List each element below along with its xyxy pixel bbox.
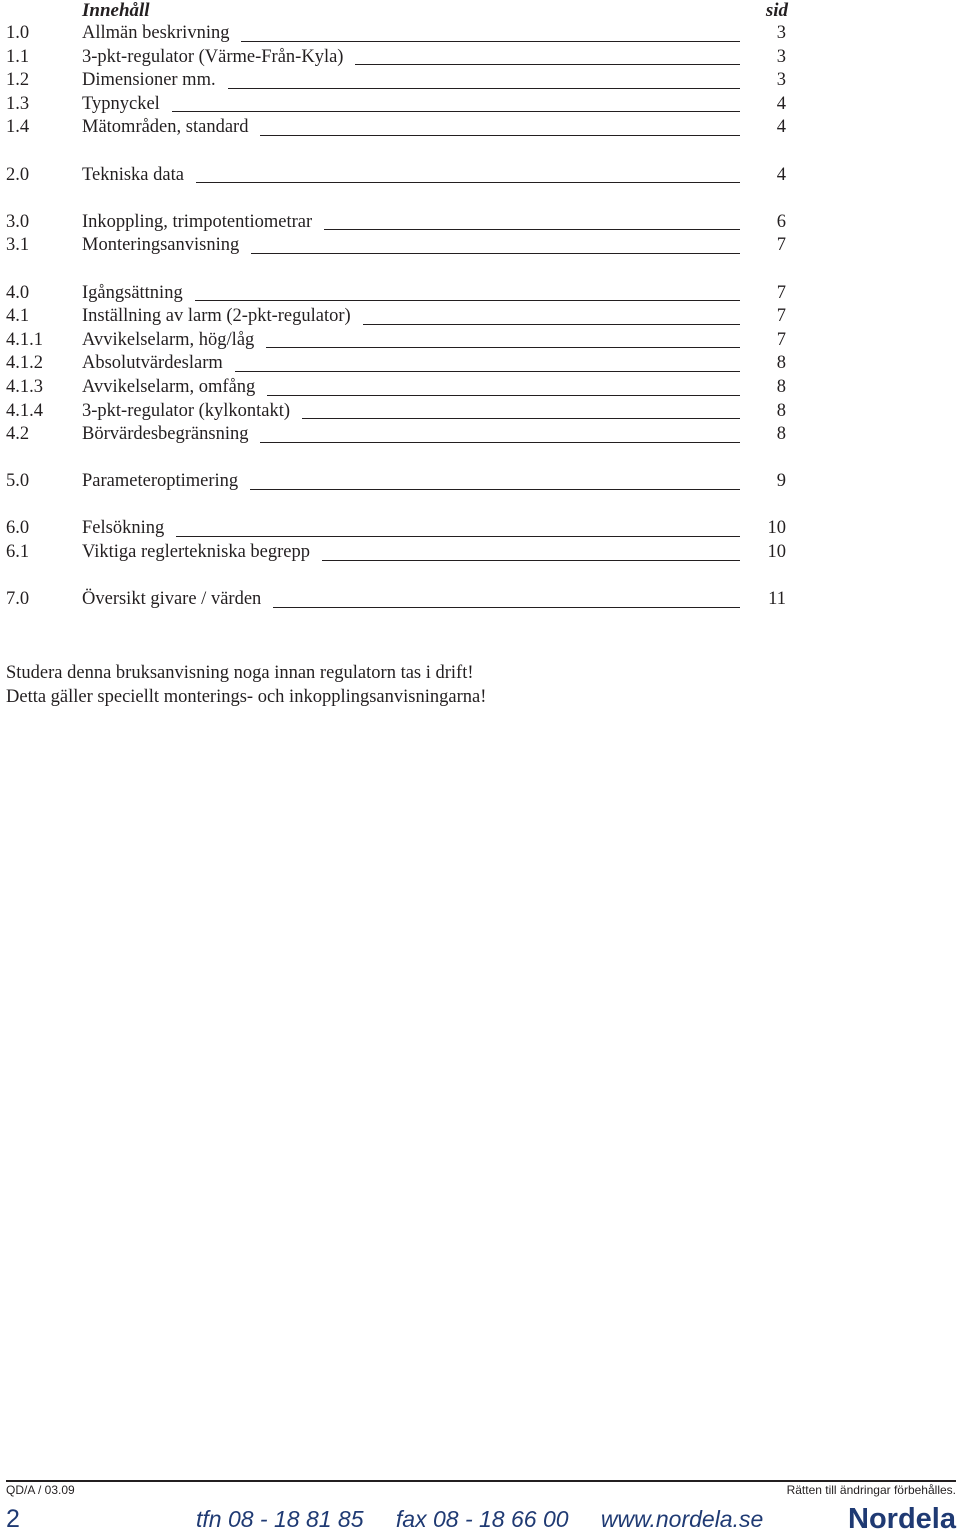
toc-entry-leader <box>196 182 740 183</box>
toc-entry-title: Avvikelselarm, omfång <box>82 376 256 397</box>
toc-entry-leader <box>172 111 740 112</box>
toc-entry-title: Viktiga reglertekniska begrepp <box>82 542 310 563</box>
toc-entry-leader <box>324 229 740 230</box>
toc-entry-number: 3.0 <box>6 211 30 232</box>
footer-divider <box>6 1480 956 1482</box>
toc-entry-leader <box>355 64 740 65</box>
toc-entry-title: Inställning av larm (2-pkt-regulator) <box>82 306 351 327</box>
toc-entry-leader <box>273 607 740 608</box>
document-code: QD/A / 03.09 <box>6 1483 75 1497</box>
toc-entry-leader <box>302 418 740 419</box>
toc-entry[interactable] <box>6 22 788 46</box>
toc-entry-title: Absolutvärdeslarm <box>82 353 223 374</box>
toc-entry-leader <box>260 135 740 136</box>
toc-entry-leader <box>260 442 740 443</box>
toc-entry-title: 3-pkt-regulator (Värme-Från-Kyla) <box>82 46 344 67</box>
toc-entry-page: 6 <box>776 211 786 232</box>
toc-entry-number: 4.1.3 <box>6 376 43 397</box>
toc-entry-leader <box>228 88 740 89</box>
toc-entry-title: Inkoppling, trimpotentiometrar <box>82 211 313 232</box>
footer-contact-bar <box>0 1503 960 1536</box>
toc-entry-leader <box>363 324 740 325</box>
toc-entry-page: 4 <box>776 164 786 185</box>
toc-entry-leader <box>266 347 740 348</box>
toc-entry-title: Mätområden, standard <box>82 117 249 138</box>
toc-entry[interactable] <box>6 541 788 565</box>
toc-entry-page: 3 <box>776 23 786 43</box>
toc-entry-title: Igångsättning <box>82 282 183 303</box>
brand-logo: Nordela <box>848 1503 956 1535</box>
toc-entry-leader <box>195 300 740 301</box>
toc-entry-number: 4.0 <box>6 282 30 303</box>
toc-entry[interactable] <box>6 517 788 541</box>
toc-entry-page: 8 <box>776 376 786 397</box>
toc-entry[interactable] <box>6 234 788 258</box>
toc-entry[interactable] <box>6 376 788 400</box>
toc-entry-page: 8 <box>776 424 786 445</box>
toc-entry-number: 6.1 <box>6 542 30 563</box>
toc-entry-page: 7 <box>776 329 786 350</box>
toc-heading: Innehåll <box>82 0 150 21</box>
toc-entry-leader <box>251 253 740 254</box>
toc-entry-number: 7.0 <box>6 589 30 610</box>
toc-entry-number: 1.4 <box>6 117 30 138</box>
toc-entry-number: 4.2 <box>6 424 30 445</box>
toc-entry-page: 7 <box>776 306 786 327</box>
toc-entry[interactable] <box>6 470 788 494</box>
toc-entries <box>6 22 788 612</box>
toc-entry-page: 3 <box>776 46 786 67</box>
toc-entry-title: Felsökning <box>82 518 165 539</box>
toc-entry[interactable] <box>6 329 788 353</box>
toc-entry-number: 1.1 <box>6 46 30 67</box>
footer-meta <box>6 1483 956 1497</box>
contact-info <box>196 1503 789 1536</box>
instruction-note <box>6 661 486 709</box>
toc-entry-title: Typnyckel <box>82 93 160 114</box>
toc-entry-number: 1.0 <box>6 23 30 43</box>
toc-entry[interactable] <box>6 588 788 612</box>
toc-entry-leader <box>241 41 740 42</box>
toc-entry-page: 7 <box>776 282 786 303</box>
rights-notice: Rätten till ändringar förbehålles. <box>786 1483 956 1497</box>
toc-entry-page: 10 <box>767 518 786 539</box>
toc-entry-number: 3.1 <box>6 235 30 256</box>
toc-entry-page: 11 <box>768 589 786 610</box>
toc-entry[interactable] <box>6 164 788 188</box>
toc-entry-title: Tekniska data <box>82 164 184 185</box>
toc-entry-number: 4.1 <box>6 306 30 327</box>
toc-entry[interactable] <box>6 423 788 447</box>
toc-entry[interactable] <box>6 46 788 70</box>
toc-entry-title: 3-pkt-regulator (kylkontakt) <box>82 400 291 421</box>
toc-entry-page: 4 <box>776 93 786 114</box>
toc-entry-leader <box>235 371 740 372</box>
toc-entry-leader <box>267 395 740 396</box>
toc-entry-page: 4 <box>776 117 786 138</box>
table-of-contents <box>6 0 788 612</box>
toc-entry[interactable] <box>6 400 788 424</box>
toc-entry[interactable] <box>6 69 788 93</box>
phone-number: tfn 08 - 18 81 85 <box>196 1506 364 1532</box>
toc-entry-page: 7 <box>776 235 786 256</box>
toc-entry-title: Översikt givare / värden <box>82 589 262 610</box>
toc-entry-title: Monteringsanvisning <box>82 235 240 256</box>
toc-entry[interactable] <box>6 93 788 117</box>
fax-number: fax 08 - 18 66 00 <box>395 1506 569 1532</box>
toc-entry-title: Dimensioner mm. <box>82 70 216 91</box>
toc-entry-page: 10 <box>767 542 786 563</box>
toc-entry-number: 4.1.4 <box>6 400 43 421</box>
toc-entry-leader <box>322 560 740 561</box>
toc-entry-page: 8 <box>776 353 786 374</box>
website-link[interactable]: www.nordela.se <box>600 1506 764 1532</box>
toc-entry-title: Allmän beskrivning <box>82 23 230 43</box>
toc-entry-page: 9 <box>776 471 786 492</box>
toc-entry[interactable] <box>6 116 788 140</box>
toc-entry-leader <box>176 536 740 537</box>
page-number: 2 <box>6 1505 20 1533</box>
toc-entry[interactable] <box>6 305 788 329</box>
toc-entry[interactable] <box>6 352 788 376</box>
note-line-2: Detta gäller speciellt monterings- och inkopplingsanvisningarna! <box>6 687 487 707</box>
toc-entry-number: 2.0 <box>6 164 30 185</box>
toc-entry[interactable] <box>6 211 788 235</box>
toc-entry-title: Parameteroptimering <box>82 471 239 492</box>
toc-entry-number: 1.2 <box>6 70 30 91</box>
note-line-1: Studera denna bruksanvisning noga innan regulatorn tas i drift! <box>6 663 474 683</box>
toc-entry-number: 6.0 <box>6 518 30 539</box>
toc-header <box>6 0 788 22</box>
toc-entry-page: 3 <box>776 70 786 91</box>
toc-entry-number: 1.3 <box>6 93 30 114</box>
toc-entry-number: 5.0 <box>6 471 30 492</box>
toc-entry-page: 8 <box>776 400 786 421</box>
toc-entry-leader <box>250 489 740 490</box>
toc-page-heading: sid <box>765 0 788 21</box>
toc-entry-title: Börvärdesbegränsning <box>82 424 249 445</box>
toc-entry-title: Avvikelselarm, hög/låg <box>82 329 255 350</box>
toc-entry-number: 4.1.2 <box>6 353 43 374</box>
toc-entry-number: 4.1.1 <box>6 329 43 350</box>
toc-entry[interactable] <box>6 282 788 306</box>
